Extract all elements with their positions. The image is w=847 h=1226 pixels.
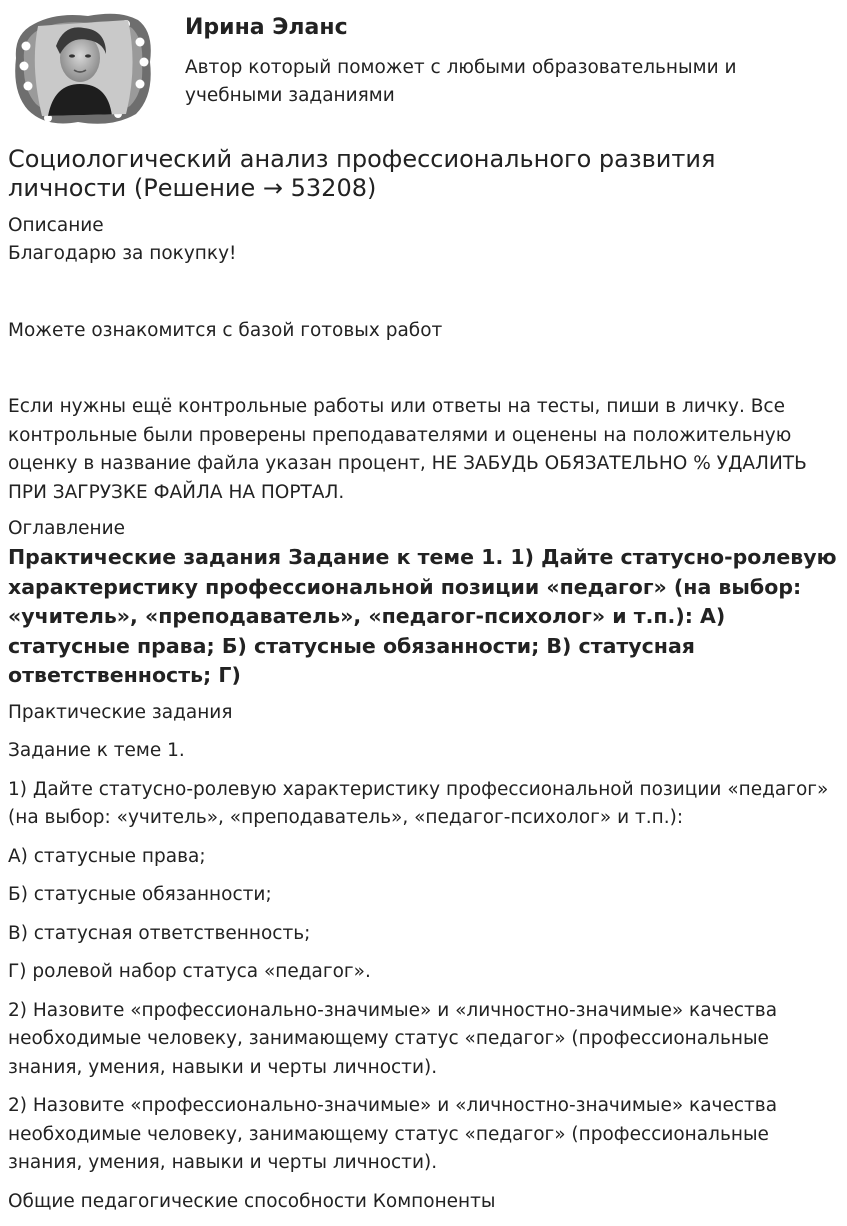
document-content xyxy=(8,145,839,1226)
body-paragraph: В) статусная ответственность; xyxy=(8,922,311,944)
body-paragraph: Общие педагогические способности Компоненты xyxy=(8,1190,496,1212)
toc-title: Практические задания Задание к теме 1. 1) Дайте статусно-ролевую характеристику профессиональной позиции «педагог» (на выбор: «учитель», «преподаватель», «педагог-психолог» и т.п.): А) статусные права; Б) статусные обязанности; В) статусная ответственность; Г) xyxy=(8,545,837,687)
body-paragraph: 2) Назовите «профессионально-значимые» и «личностно-значимые» качества необходимые человеку, занимающему статус «педагог» (профессиональные знания, умения, навыки и черты личности). xyxy=(8,1095,778,1173)
avatar[interactable] xyxy=(8,6,158,128)
author-name[interactable]: Ирина Эланс xyxy=(185,15,348,40)
body-paragraph: Задание к теме 1. xyxy=(8,740,185,761)
body-paragraph: Г) ролевой набор статуса «педагог». xyxy=(8,961,371,982)
spacer xyxy=(8,691,839,699)
toc-label: Оглавление xyxy=(8,518,126,539)
document-title: Социологический анализ профессионального развития личности (Решение → 53208) xyxy=(8,145,716,202)
description-label: Описание xyxy=(8,215,104,236)
author-description: Автор который поможет с любыми образовательными и учебными заданиями xyxy=(185,57,737,106)
avatar-frame-icon xyxy=(8,6,158,128)
author-block xyxy=(8,6,839,128)
body-paragraph: 2) Назовите «профессионально-значимые» и «личностно-значимые» качества необходимые человеку, занимающему статус «педагог» (профессиональные знания, умения, навыки и черты личности). xyxy=(8,999,778,1078)
spacer xyxy=(8,345,839,393)
body-paragraph: Практические задания xyxy=(8,701,233,723)
description-paragraph: Можете ознакомится с базой готовых работ xyxy=(8,319,443,341)
body-paragraph: А) статусные права; xyxy=(8,845,206,867)
description-paragraph: Благодарю за покупку! xyxy=(8,243,237,264)
body-paragraph: 1) Дайте статусно-ролевую характеристику профессиональной позиции «педагог» (на выбор: «учитель», «преподаватель», «педагог-психолог» и т.п.): xyxy=(8,778,829,828)
spacer xyxy=(8,269,839,317)
description-paragraph: Если нужны ещё контрольные работы или ответы на тесты, пиши в личку. Все контрольные были проверены преподавателями и оценены на положительную оценку в название файла указан процент, НЕ ЗАБУДЬ ОБЯЗАТЕЛЬНО % УДАЛИТЬ ПРИ ЗАГРУЗКЕ ФАЙЛА НА ПОРТАЛ. xyxy=(8,396,807,503)
body-paragraph: Б) статусные обязанности; xyxy=(8,884,272,905)
